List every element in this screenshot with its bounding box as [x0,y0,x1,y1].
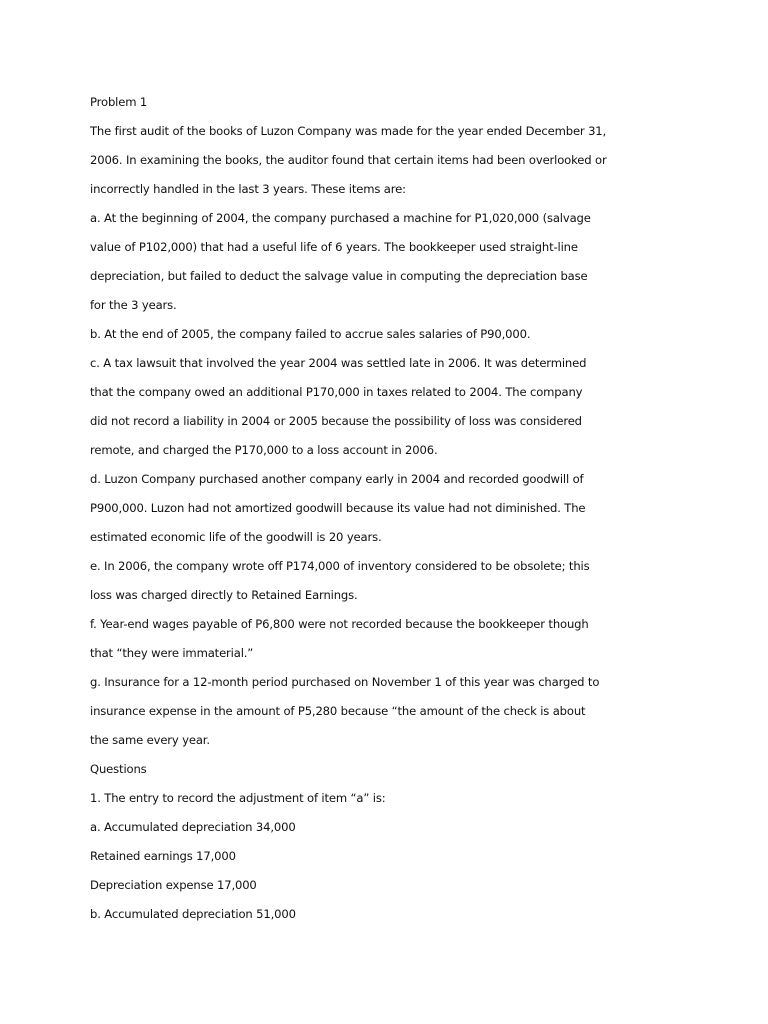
item-g-line: the same every year. [90,733,210,747]
answer-option-line: Depreciation expense 17,000 [90,878,257,892]
document-text [90,88,730,929]
item-c-line: c. A tax lawsuit that involved the year 2004 was settled late in 2006. It was determined [90,356,587,370]
intro-line: incorrectly handled in the last 3 years. These items are: [90,182,406,196]
item-a-line: a. At the beginning of 2004, the company purchased a machine for P1,020,000 (salvage [90,211,591,225]
item-c-line: remote, and charged the P170,000 to a loss account in 2006. [90,443,438,457]
item-d-line: P900,000. Luzon had not amortized goodwill because its value had not diminished. The [90,501,586,515]
item-g-line: g. Insurance for a 12-month period purchased on November 1 of this year was charged to [90,675,600,689]
questions-heading: Questions [90,762,147,776]
item-e-line: e. In 2006, the company wrote off P174,000 of inventory considered to be obsolete; this [90,559,590,573]
item-f-line: f. Year-end wages payable of P6,800 were not recorded because the bookkeeper though [90,617,589,631]
answer-option-line: b. Accumulated depreciation 51,000 [90,907,296,921]
item-d-line: estimated economic life of the goodwill is 20 years. [90,530,382,544]
question-1-line: 1. The entry to record the adjustment of item “a” is: [90,791,386,805]
problem-heading: Problem 1 [90,95,148,109]
answer-option-line: a. Accumulated depreciation 34,000 [90,820,296,834]
item-g-line: insurance expense in the amount of P5,280 because “the amount of the check is about [90,704,586,718]
item-f-line: that “they were immaterial.” [90,646,254,660]
item-a-line: for the 3 years. [90,298,177,312]
answer-option-line: Retained earnings 17,000 [90,849,236,863]
intro-line: 2006. In examining the books, the auditor found that certain items had been overlooked or [90,153,607,167]
item-e-line: loss was charged directly to Retained Earnings. [90,588,358,602]
item-c-line: that the company owed an additional P170,000 in taxes related to 2004. The company [90,385,583,399]
item-a-line: value of P102,000) that had a useful life of 6 years. The bookkeeper used straight-line [90,240,578,254]
item-c-line: did not record a liability in 2004 or 2005 because the possibility of loss was considered [90,414,582,428]
intro-line: The first audit of the books of Luzon Company was made for the year ended December 31, [90,124,607,138]
item-b-line: b. At the end of 2005, the company failed to accrue sales salaries of P90,000. [90,327,531,341]
item-a-line: depreciation, but failed to deduct the salvage value in computing the depreciation base [90,269,588,283]
item-d-line: d. Luzon Company purchased another company early in 2004 and recorded goodwill of [90,472,584,486]
